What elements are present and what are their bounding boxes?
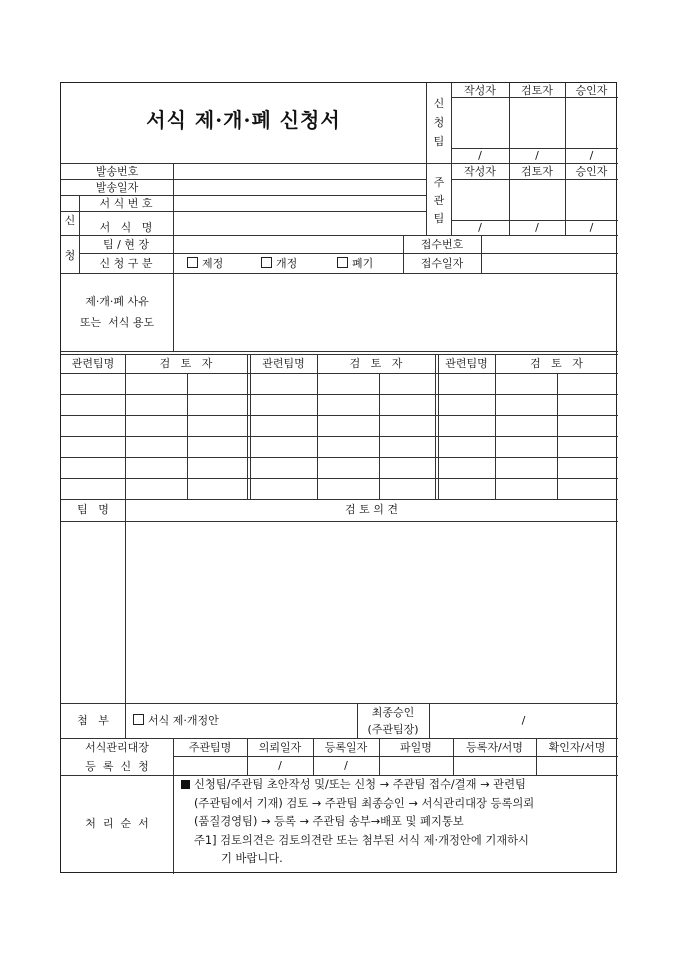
reason-label-line2: 또는 서식 용도 [79, 316, 155, 329]
final-approval-label-2: (주관팀장) [367, 723, 419, 736]
process-line-2: (주관팀에서 기재) 검토 → 주관팀 최종승인 → 서식관리대장 등록의뢰 [194, 796, 535, 810]
register-col-filename: 파일명 [400, 741, 432, 754]
register-label-line2: 등 록 신 청 [85, 760, 149, 773]
review-team-header-1: 관련팀명 [71, 357, 115, 370]
request-side-label-1: 신 [64, 214, 76, 227]
checkbox-icon [337, 257, 348, 268]
review-reviewer-header-2: 검 토 자 [349, 357, 403, 370]
final-approval-date: / [521, 714, 526, 727]
register-col-confirmer: 확인자/서명 [548, 741, 606, 754]
team-site-label: 팀 / 현 장 [102, 238, 150, 251]
review-team-header-2: 관련팀명 [262, 357, 305, 370]
form-name-label: 서 식 명 [99, 221, 153, 234]
review-reviewer-header-3: 검 토 자 [530, 357, 583, 370]
opinion-label: 검 토 의 견 [345, 503, 398, 516]
form-no-label: 서 식 번 호 [99, 197, 153, 210]
lead-approver-header: 승인자 [575, 165, 608, 178]
reason-label-line1: 제·개·폐 사유 [85, 295, 149, 308]
process-text [181, 776, 534, 869]
applicant-approver-header: 승인자 [575, 84, 608, 97]
register-register-date-value: / [344, 759, 348, 772]
applicant-reviewer-header: 검토자 [521, 84, 553, 97]
page-title: 서식 제·개·폐 신청서 [146, 108, 341, 132]
applicant-reviewer-date: / [535, 149, 539, 162]
final-approval-label-1: 최종승인 [371, 706, 415, 719]
lead-writer-date: / [478, 221, 482, 234]
checkbox-icon [261, 257, 272, 268]
process-line-3: (품질경영팀) → 등록 → 주관팀 송부→배포 및 폐지통보 [194, 815, 464, 828]
lead-approver-date: / [589, 221, 594, 234]
applicant-team-label-2: 청 [433, 116, 445, 129]
applicant-team-label-3: 팀 [433, 135, 445, 148]
request-side-label-2: 청 [64, 249, 76, 262]
process-line-4: 주1] 검토의견은 검토의견란 또는 첨부된 서식 제·개정안에 기재하시 [194, 833, 529, 847]
review-team-header-3: 관련팀명 [445, 357, 488, 370]
register-col-registrant: 등록자/서명 [466, 741, 523, 754]
send-no-label: 발송번호 [95, 165, 139, 178]
applicant-team-label-1: 신 [433, 97, 445, 110]
review-reviewer-header-1: 검 토 자 [159, 357, 213, 370]
request-form [60, 82, 617, 873]
applicant-approver-date: / [589, 149, 594, 162]
lead-team-label-2: 관 [433, 194, 445, 207]
lead-reviewer-date: / [535, 221, 539, 234]
option-establish[interactable]: 제정 [187, 257, 223, 270]
request-type-label: 신 청 구 분 [99, 257, 153, 270]
lead-reviewer-header: 검토자 [521, 165, 553, 178]
receipt-date-label: 접수일자 [420, 257, 464, 270]
attach-label: 첨 부 [77, 714, 109, 727]
option-abolish[interactable]: 폐기 [337, 257, 373, 270]
register-request-date-value: / [278, 759, 282, 772]
lead-team-label-1: 주 [433, 176, 445, 189]
process-line-5: 기 바랍니다. [221, 852, 283, 865]
applicant-writer-date: / [478, 149, 482, 162]
send-date-label: 발송일자 [95, 181, 139, 194]
option-revise[interactable]: 개정 [261, 257, 297, 270]
lead-writer-header: 작성자 [464, 165, 496, 178]
receipt-no-label: 접수번호 [420, 238, 464, 251]
register-label-line1: 서식관리대장 [85, 741, 149, 754]
register-col-lead-team: 주관팀명 [188, 741, 232, 754]
square-bullet-icon [181, 780, 190, 789]
applicant-writer-header: 작성자 [464, 84, 496, 97]
attach-form-draft[interactable]: 서식 제·개정안 [133, 714, 219, 727]
lead-team-label-3: 팀 [433, 212, 445, 225]
register-col-register-date: 등록일자 [324, 741, 368, 754]
register-col-request-date: 의뢰일자 [258, 741, 302, 754]
opinion-team-label: 팀 명 [77, 503, 109, 516]
process-line-1: 신청팀/주관팀 초안작성 및/또는 신청 → 주관팀 접수/결재 → 관련팀 [181, 776, 534, 795]
checkbox-icon [187, 257, 198, 268]
checkbox-icon [133, 714, 144, 725]
process-label: 처 리 순 서 [85, 817, 149, 830]
